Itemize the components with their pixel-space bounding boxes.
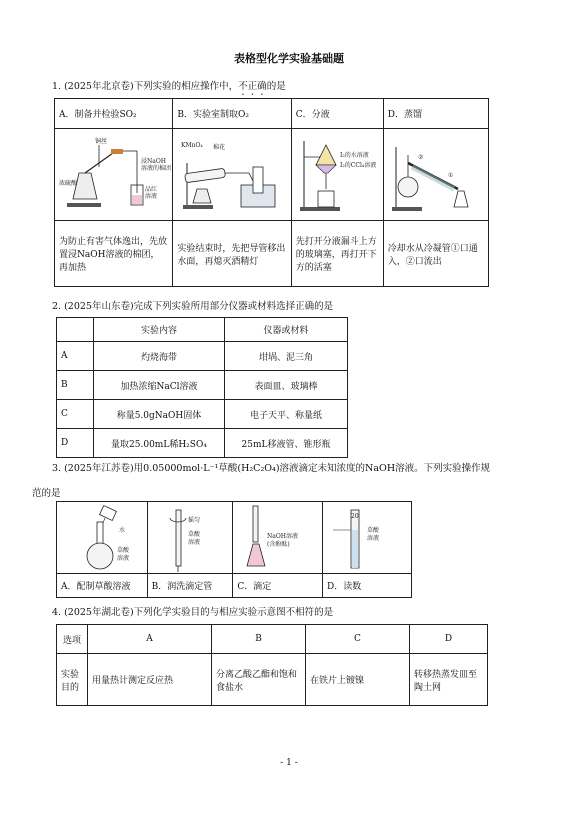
q3-option-c: C．滴定 [233,574,323,598]
q3-figure-b [147,502,233,574]
q2-row-materials: 表面皿、玻璃棒 [225,371,348,400]
q2-header-materials: 仪器或材料 [225,318,348,342]
svg-text:溶液: 溶液 [187,538,200,546]
q4-stem: 4. (2025年湖北卷)下列化学实验目的与相应实验示意图不相符的是 [52,607,334,618]
titration-diagram [237,504,317,572]
svg-text:溶液的棉团: 溶液的棉团 [141,164,172,172]
svg-text:溶液: 溶液 [367,534,380,542]
burette-reading-diagram [327,504,407,572]
label-phenolphthalein: (含酚酞) [267,540,290,548]
q4-purpose-d: 转移热蒸发皿至陶土网 [410,654,488,706]
q1-figure-c [291,129,383,221]
label-i2-ccl4: I₂的CCl₄溶液 [339,161,377,169]
separatory-funnel-diagram [296,133,378,217]
q1-header-a: A．制备并检验SO₂ [55,99,173,129]
q1-emphasis: 不正确 [238,81,267,92]
q1-header-d: D．蒸馏 [383,99,488,129]
q2-row-content: 灼烧海带 [94,342,225,371]
so2-apparatus-diagram [59,133,172,217]
q2-row-option: B [57,371,94,400]
q2-row-materials: 坩埚、泥三角 [225,342,348,371]
q1-op-c: 先打开分液漏斗上方的玻璃塞，再打开下方的活塞 [291,221,383,287]
q2-stem: 2. (2025年山东卷)完成下列实验所用部分仪器或材料选择正确的是 [52,301,334,312]
q2-table [56,317,348,458]
label-oxalic: 草酸 [187,530,200,538]
q3-stem-line1: 3. (2025年江苏卷)用0.05000mol·L⁻¹草酸(H₂C₂O₄)溶液滴定未知浓度的NaOH溶液。下列实验操作规 [52,463,491,474]
q4-row-label: 实验目的 [57,654,88,706]
q4-header-a: A [88,625,212,654]
q1-op-b: 实验结束时，先把导管移出水面，再熄灭酒精灯 [173,221,291,287]
q4-purpose-b: 分离乙酸乙酯和饱和食盐水 [212,654,306,706]
q4-header-b: B [212,625,306,654]
label-naoh: NaOH溶液 [267,532,299,540]
q3-option-b: B．润洗滴定管 [147,574,233,598]
q2-row-content: 称量5.0gNaOH固体 [94,400,225,429]
label-cotton: 棉花 [213,143,226,151]
q2-row-content: 量取25.00mL稀H₂SO₄ [94,429,225,458]
q2-row-materials: 25mL移液管、锥形瓶 [225,429,348,458]
page-title: 表格型化学实验基础题 [234,52,344,65]
q2-row-materials: 电子天平、称量纸 [225,400,348,429]
q4-purpose-c: 在铁片上镀镍 [306,654,410,706]
label-port-2: ② [417,153,424,161]
q1-op-a: 为防止有害气体逸出，先放置浸NaOH溶液的棉团，再加热 [55,221,173,287]
q2-header-content: 实验内容 [94,318,225,342]
label-copper-wire: 铜丝 [95,137,108,145]
q1-header-c: C．分液 [291,99,383,129]
q2-header-option [57,318,94,342]
distillation-diagram [388,133,483,217]
label-port-1: ① [447,171,454,179]
q2-row-option: A [57,342,94,371]
page-number: - 1 - [280,758,298,768]
label-20: 20 [351,512,359,520]
svg-text:溶液: 溶液 [117,554,130,562]
q3-option-a: A．配制草酸溶液 [57,574,148,598]
q4-purpose-a: 用量热计测定反应热 [88,654,212,706]
q3-figure-a [57,502,148,574]
q3-figure-d [323,502,412,574]
q1-stem: 1. (2025年北京卷)下列实验的相应操作中，不正确的是 [52,81,286,92]
label-i2-water: I₂的水溶液 [339,151,369,159]
q3-table [56,501,412,598]
label-naoh-cotton: 浸NaOH [141,157,166,165]
q4-header-d: D [410,625,488,654]
q1-figure-a [55,129,173,221]
label-water: 水 [119,526,126,534]
q2-row-option: D [57,429,94,458]
q3-figure-c [233,502,323,574]
q1-op-d: 冷却水从冷凝管①口通入，②口流出 [383,221,488,287]
q1-header-b: B．实验室制取O₂ [173,99,291,129]
q1-table [54,98,489,287]
q4-header-option: 选项 [57,625,88,654]
label-shake: 摇匀 [187,516,200,524]
q2-row-content: 加热浓缩NaCl溶液 [94,371,225,400]
label-oxalic: 草酸 [117,546,130,554]
q4-header-c: C [306,625,410,654]
o2-apparatus-diagram [177,133,285,217]
label-kmno4: KMnO₄ [181,141,204,149]
q2-row-option: C [57,400,94,429]
q4-table [56,624,488,706]
label-pinhong: 品红 [145,185,158,193]
q1-figure-b [173,129,291,221]
volumetric-flask-diagram [61,504,141,572]
label-conc-h2so4: 浓硫酸 [59,179,78,187]
q1-figure-d [383,129,488,221]
burette-rinse-diagram [152,504,228,572]
label-oxalic: 草酸 [367,526,380,534]
svg-text:溶液: 溶液 [145,192,158,200]
q3-stem-line2: 范的是 [32,488,61,499]
q3-option-d: D．读数 [323,574,412,598]
